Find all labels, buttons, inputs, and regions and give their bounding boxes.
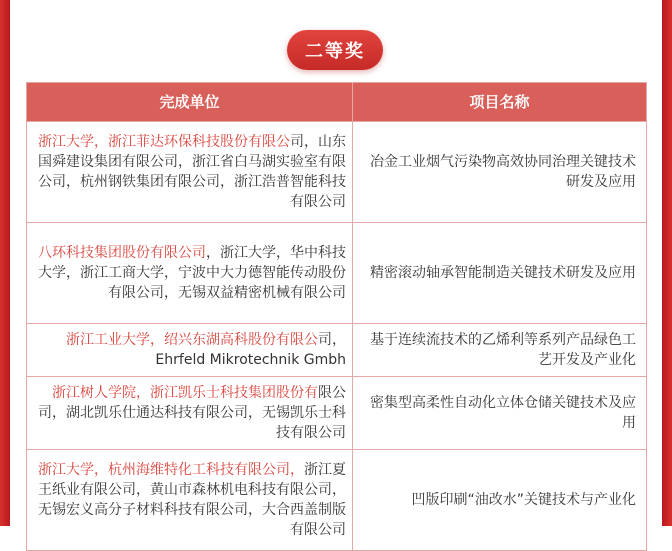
project-name-cell: 基于连续流技术的乙烯利等系列产品绿色工艺开发及产业化 (353, 324, 647, 377)
left-frame-border (0, 0, 10, 526)
award-level-label: 二等奖 (305, 41, 365, 62)
unit-highlight: 八环科技集团股份有限公司 (38, 245, 206, 261)
unit-cell (27, 223, 353, 324)
unit-rest: 司，山东国舜建设集团有限公司，浙江省白马湖实验室有限公司，杭州钢铁集团有限公司，浙江浩普智能科技有限公司 (38, 134, 346, 210)
project-name-cell: 冶金工业烟气污染物高效协同治理关键技术研发及应用 (353, 122, 647, 223)
project-name-cell: 凹版印刷“油改水”关键技术与产业化 (353, 450, 647, 551)
table-row (27, 223, 647, 324)
unit-highlight: 浙江大学，浙江菲达环保科技股份有限公 (38, 134, 290, 150)
award-level-badge (287, 30, 383, 70)
unit-highlight: 浙江工业大学，绍兴东湖高科股份有限公 (66, 332, 318, 348)
project-name-cell: 精密滚动轴承智能制造关键技术研发及应用 (353, 223, 647, 324)
top-strip (10, 0, 662, 22)
unit-rest: 司，Ehrfeld Mikrotechnik Gmbh (155, 332, 346, 368)
unit-cell (27, 324, 353, 377)
right-frame-border (662, 0, 672, 526)
table-row (27, 122, 647, 223)
unit-rest: ，浙江大学，华中科技大学，浙江工商大学，宁波中大力德智能传动股份有限公司，无锡双益精密机械有限公司 (38, 245, 346, 301)
unit-cell (27, 122, 353, 223)
unit-cell (27, 450, 353, 551)
unit-highlight: 浙江树人学院，浙江凯乐士科技集团股份有 (52, 385, 318, 401)
table-row (27, 377, 647, 450)
unit-rest: 限公司，湖北凯乐仕通达科技有限公司，无锡凯乐士科技有限公司 (38, 385, 346, 441)
unit-cell (27, 377, 353, 450)
header-unit: 完成单位 (27, 83, 353, 122)
table-header-row (27, 83, 647, 122)
header-project-name: 项目名称 (353, 83, 647, 122)
table-row (27, 324, 647, 377)
project-name-cell: 密集型高柔性自动化立体仓储关键技术及应用 (353, 377, 647, 450)
unit-highlight: 浙江大学，杭州海维特化工科技有限公司， (38, 462, 304, 478)
table-row (27, 450, 647, 551)
award-table (26, 82, 647, 551)
unit-rest: 浙江夏王纸业有限公司，黄山市森林机电科技有限公司，无锡宏义高分子材料科技有限公司，大合西盖制版有限公司 (38, 462, 346, 538)
